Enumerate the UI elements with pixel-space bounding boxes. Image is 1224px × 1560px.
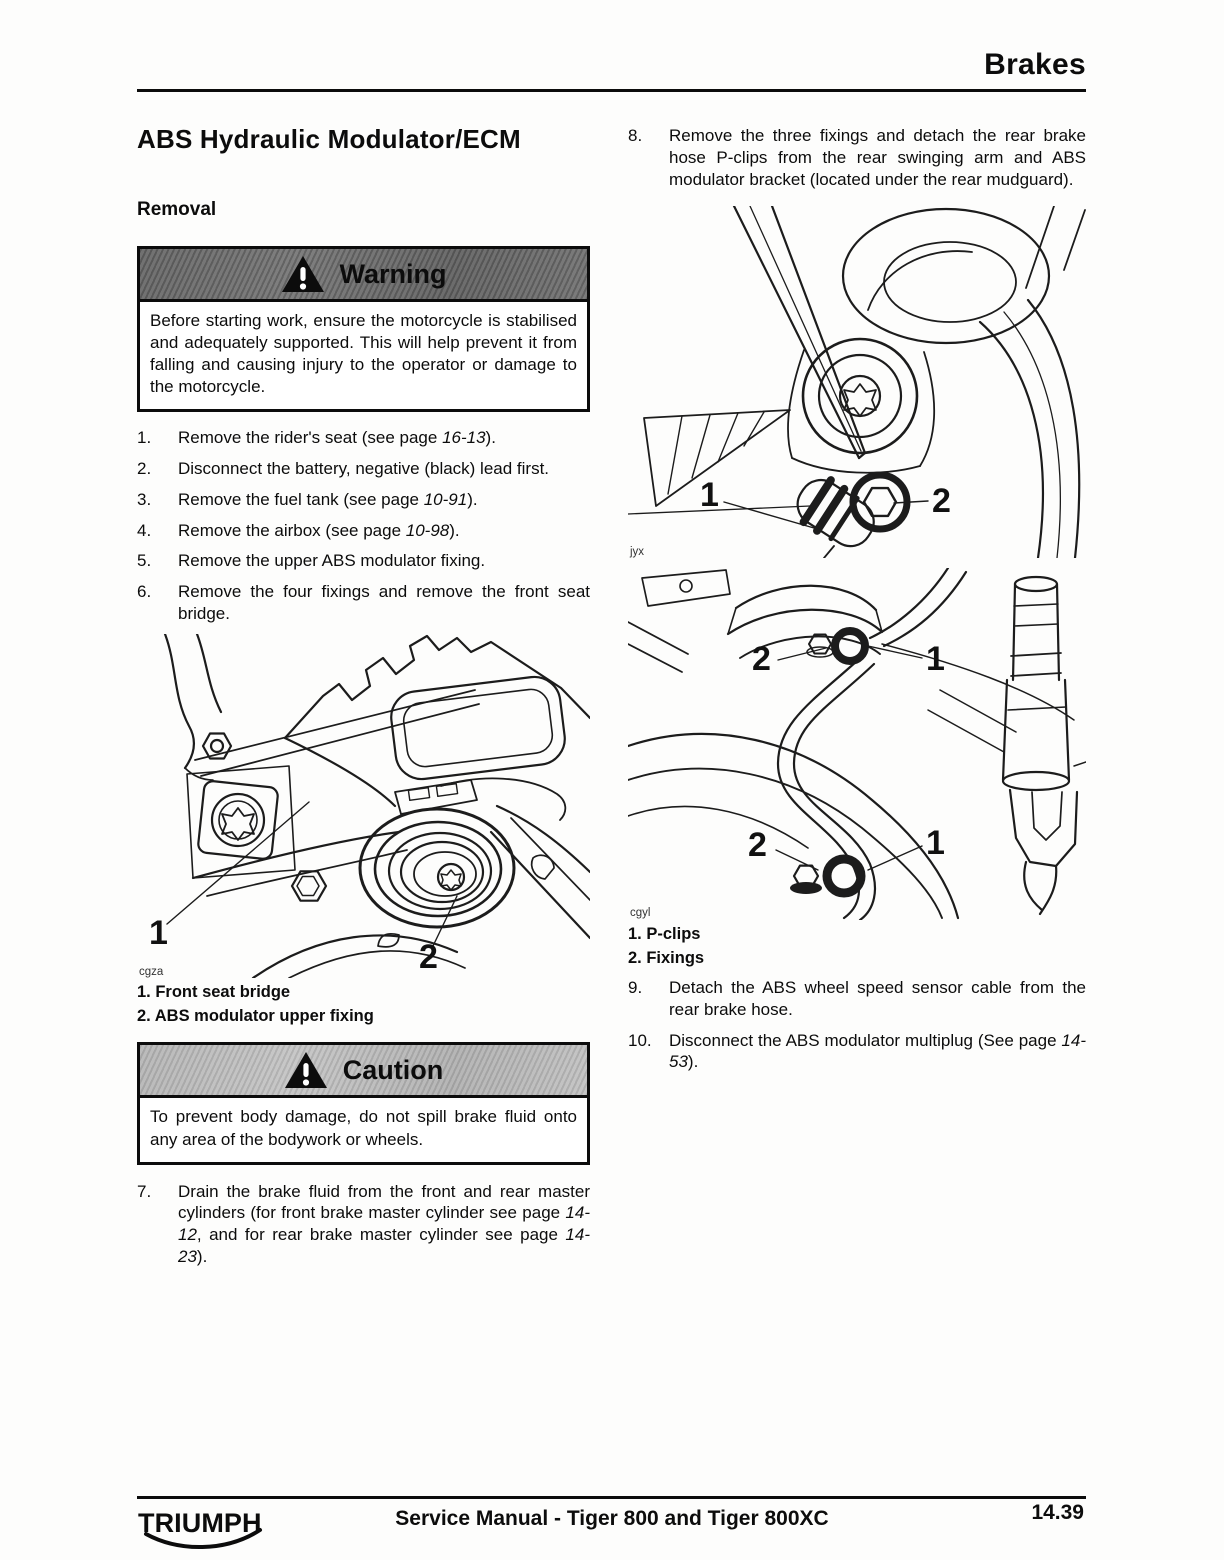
step-number: 6.: [137, 582, 152, 602]
step-number: 8.: [628, 126, 643, 145]
left-column: [137, 118, 590, 1277]
figureB-callout-bottom-right: 1: [926, 824, 945, 863]
figure1-callout-2: 2: [419, 937, 438, 976]
caution-header: [140, 1045, 587, 1098]
step-item: [137, 427, 590, 449]
step-item: [137, 489, 590, 511]
figure1-caption-2: 2. ABS modulator upper fixing: [137, 1006, 374, 1025]
step-number: 9.: [628, 978, 643, 998]
caution-box: [137, 1042, 590, 1164]
step-text: Remove the upper ABS modulator fixing.: [178, 551, 486, 571]
page-section-title: Brakes: [984, 48, 1086, 81]
figureA-code: jyx: [630, 546, 645, 559]
figureB-caption-1: 1. P-clips: [628, 925, 701, 944]
step-number: 2.: [137, 459, 152, 479]
step-item: [137, 581, 590, 625]
step-item: [628, 125, 1086, 190]
figureA-callout-2: 2: [932, 482, 951, 521]
step-number: 5.: [137, 551, 152, 571]
step-7: [137, 1181, 590, 1268]
steps-1-6: [137, 427, 590, 624]
header-rule: [137, 89, 1086, 92]
step-number: 1.: [137, 428, 152, 448]
step-number: 3.: [137, 489, 152, 509]
footer-rule: [137, 1496, 1086, 1499]
figureA-callout-1: 1: [700, 476, 719, 515]
step-text: Remove the four fixings and remove the front seat bridge.: [178, 582, 590, 623]
footer-page-number: 14.39: [1031, 1501, 1084, 1524]
step-text: Remove the three fixings and detach the rear brake hose P-clips from the rear swinging arm and ABS modulator bracket (located under the rear mudguard).: [669, 126, 1086, 189]
caution-body: To prevent body damage, do not spill brake fluid onto any area of the bodywork or wheels.: [150, 1107, 577, 1149]
step-item: [137, 458, 590, 480]
footer-title: Service Manual - Tiger 800 and Tiger 800XC: [395, 1507, 829, 1530]
page-title: ABS Hydraulic Modulator/ECM: [137, 124, 521, 154]
caution-title: Caution: [342, 1054, 444, 1085]
step-text: Remove the airbox (see page 10-98).: [178, 520, 460, 540]
step-text: Remove the fuel tank (see page 10-91).: [178, 489, 478, 509]
figureB-code: cgyl: [630, 907, 651, 920]
step-item: [628, 977, 1086, 1021]
removal-heading: Removal: [137, 199, 217, 220]
step-text: Detach the ABS wheel speed sensor cable from the rear brake hose.: [669, 978, 1086, 1019]
warning-box: [137, 246, 590, 412]
step-text: Disconnect the battery, negative (black) lead first.: [178, 459, 550, 479]
figureB-caption-2: 2. Fixings: [628, 949, 705, 968]
step-item: [137, 520, 590, 542]
triumph-logo-text: TRIUMPH: [138, 1508, 262, 1538]
step-number: 7.: [137, 1181, 152, 1201]
right-column: [628, 118, 1086, 1082]
step-item: [137, 550, 590, 572]
step-number: 10.: [628, 1030, 652, 1050]
figure1-caption-1: 1. Front seat bridge: [137, 982, 291, 1001]
caution-triangle-icon: [284, 1051, 328, 1089]
step-text: Drain the brake fluid from the front and rear master cylinders (for front brake master cylinder see page 14-12, and for rear brake master cylinder see page 14-23).: [178, 1181, 590, 1266]
figure1-code: cgza: [139, 965, 164, 978]
figure-mudguard-pclips: [628, 568, 1086, 971]
step-8: [628, 125, 1086, 190]
figureB-callout-bottom-left: 2: [748, 826, 767, 865]
step-item: [628, 1030, 1086, 1074]
warning-body: Before starting work, ensure the motorcycle is stabilised and adequately supported. This will help prevent it from falling and causing injury to the operator or damage to the motorcycle.: [150, 311, 577, 397]
figure-swingarm-pclip: [628, 206, 1086, 558]
figureB-callout-top-right: 1: [926, 640, 945, 679]
step-text: Disconnect the ABS modulator multiplug (See page 14-53).: [669, 1030, 1086, 1072]
step-text: Remove the rider's seat (see page 16-13).: [178, 428, 496, 448]
figureB-callout-top-left: 2: [752, 640, 771, 679]
warning-header: [140, 249, 587, 302]
figure-front-seat-bridge: [137, 634, 590, 1029]
warning-title: Warning: [339, 258, 447, 289]
figure1-callout-1: 1: [149, 913, 168, 952]
step-item: [137, 1181, 590, 1268]
steps-9-10: [628, 977, 1086, 1073]
warning-triangle-icon: [281, 255, 325, 293]
step-number: 4.: [137, 520, 152, 540]
